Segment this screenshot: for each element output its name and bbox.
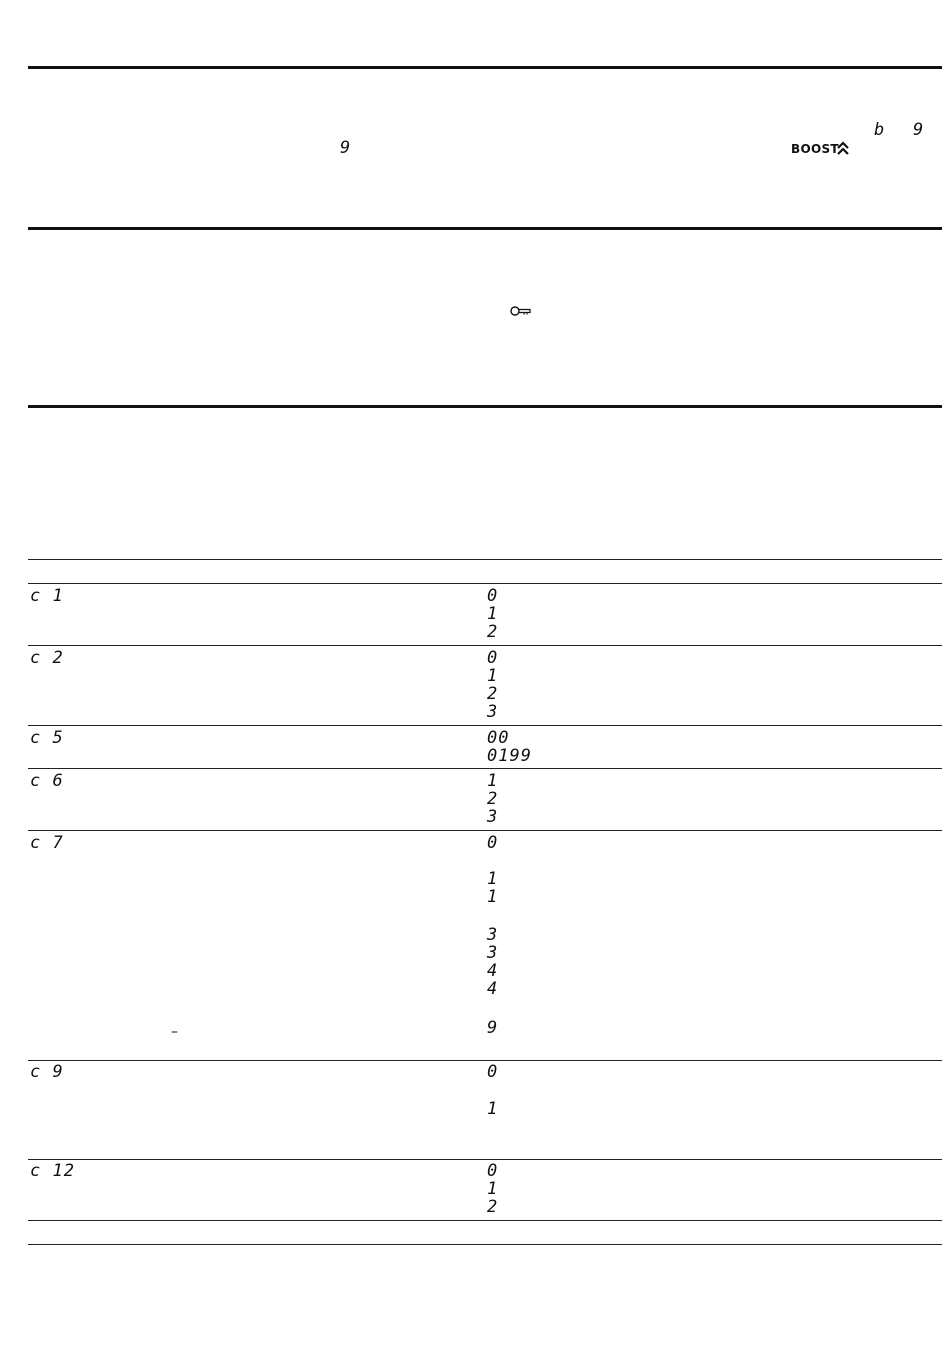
setting-value: 9: [487, 1018, 499, 1038]
table-row-border: [28, 725, 942, 726]
setting-value: 0: [487, 1062, 499, 1082]
table-row-border: [28, 1060, 942, 1061]
setting-value: 0: [487, 1161, 499, 1181]
table-row-border: [28, 1159, 942, 1160]
chevron-double-up-icon: [836, 140, 850, 156]
table-row-border: [28, 1220, 942, 1221]
table-row-border: [28, 645, 942, 646]
setting-code-c2: c 2: [30, 648, 64, 668]
setting-value: 2: [487, 684, 499, 704]
setting-code-c7: c 7: [30, 833, 64, 853]
section-divider: [28, 405, 942, 408]
setting-code-c9: c 9: [30, 1062, 64, 1082]
setting-code-c6: c 6: [30, 771, 64, 791]
table-row-border: [28, 830, 942, 831]
setting-value: 3: [487, 702, 499, 722]
setting-value: 3: [487, 807, 499, 827]
setting-code-c12: c 12: [30, 1161, 75, 1181]
setting-value: 1: [487, 1179, 499, 1199]
setting-value: 2: [487, 1197, 499, 1217]
section-divider-top: [28, 66, 942, 69]
setting-value: 1: [487, 771, 499, 791]
power-level-display-b: b: [874, 120, 886, 140]
setting-value: 4: [487, 979, 499, 999]
section-divider: [28, 227, 942, 230]
setting-value: 1: [487, 869, 499, 889]
setting-value: 1: [487, 666, 499, 686]
setting-code-c1: c 1: [30, 586, 64, 606]
power-level-display-9: 9: [913, 120, 925, 140]
setting-value: 2: [487, 789, 499, 809]
setting-value: 3: [487, 925, 499, 945]
dash-mark: –: [171, 1024, 178, 1040]
setting-value: 0: [487, 833, 499, 853]
setting-value: 3: [487, 943, 499, 963]
setting-value: 0199: [487, 746, 532, 766]
key-icon: [510, 305, 532, 317]
table-header-border: [28, 583, 942, 584]
setting-value: 2: [487, 622, 499, 642]
table-bottom-border: [28, 1244, 942, 1245]
setting-value: 00: [487, 728, 510, 748]
setting-value: 0: [487, 586, 499, 606]
setting-code-c5: c 5: [30, 728, 64, 748]
table-top-border: [28, 559, 942, 560]
setting-value: 4: [487, 961, 499, 981]
setting-value: 0: [487, 648, 499, 668]
table-row-border: [28, 768, 942, 769]
boost-label: BOOST: [791, 142, 839, 156]
setting-value: 1: [487, 604, 499, 624]
setting-value: 1: [487, 887, 499, 907]
power-level-display: 9: [340, 138, 352, 158]
setting-value: 1: [487, 1099, 499, 1119]
